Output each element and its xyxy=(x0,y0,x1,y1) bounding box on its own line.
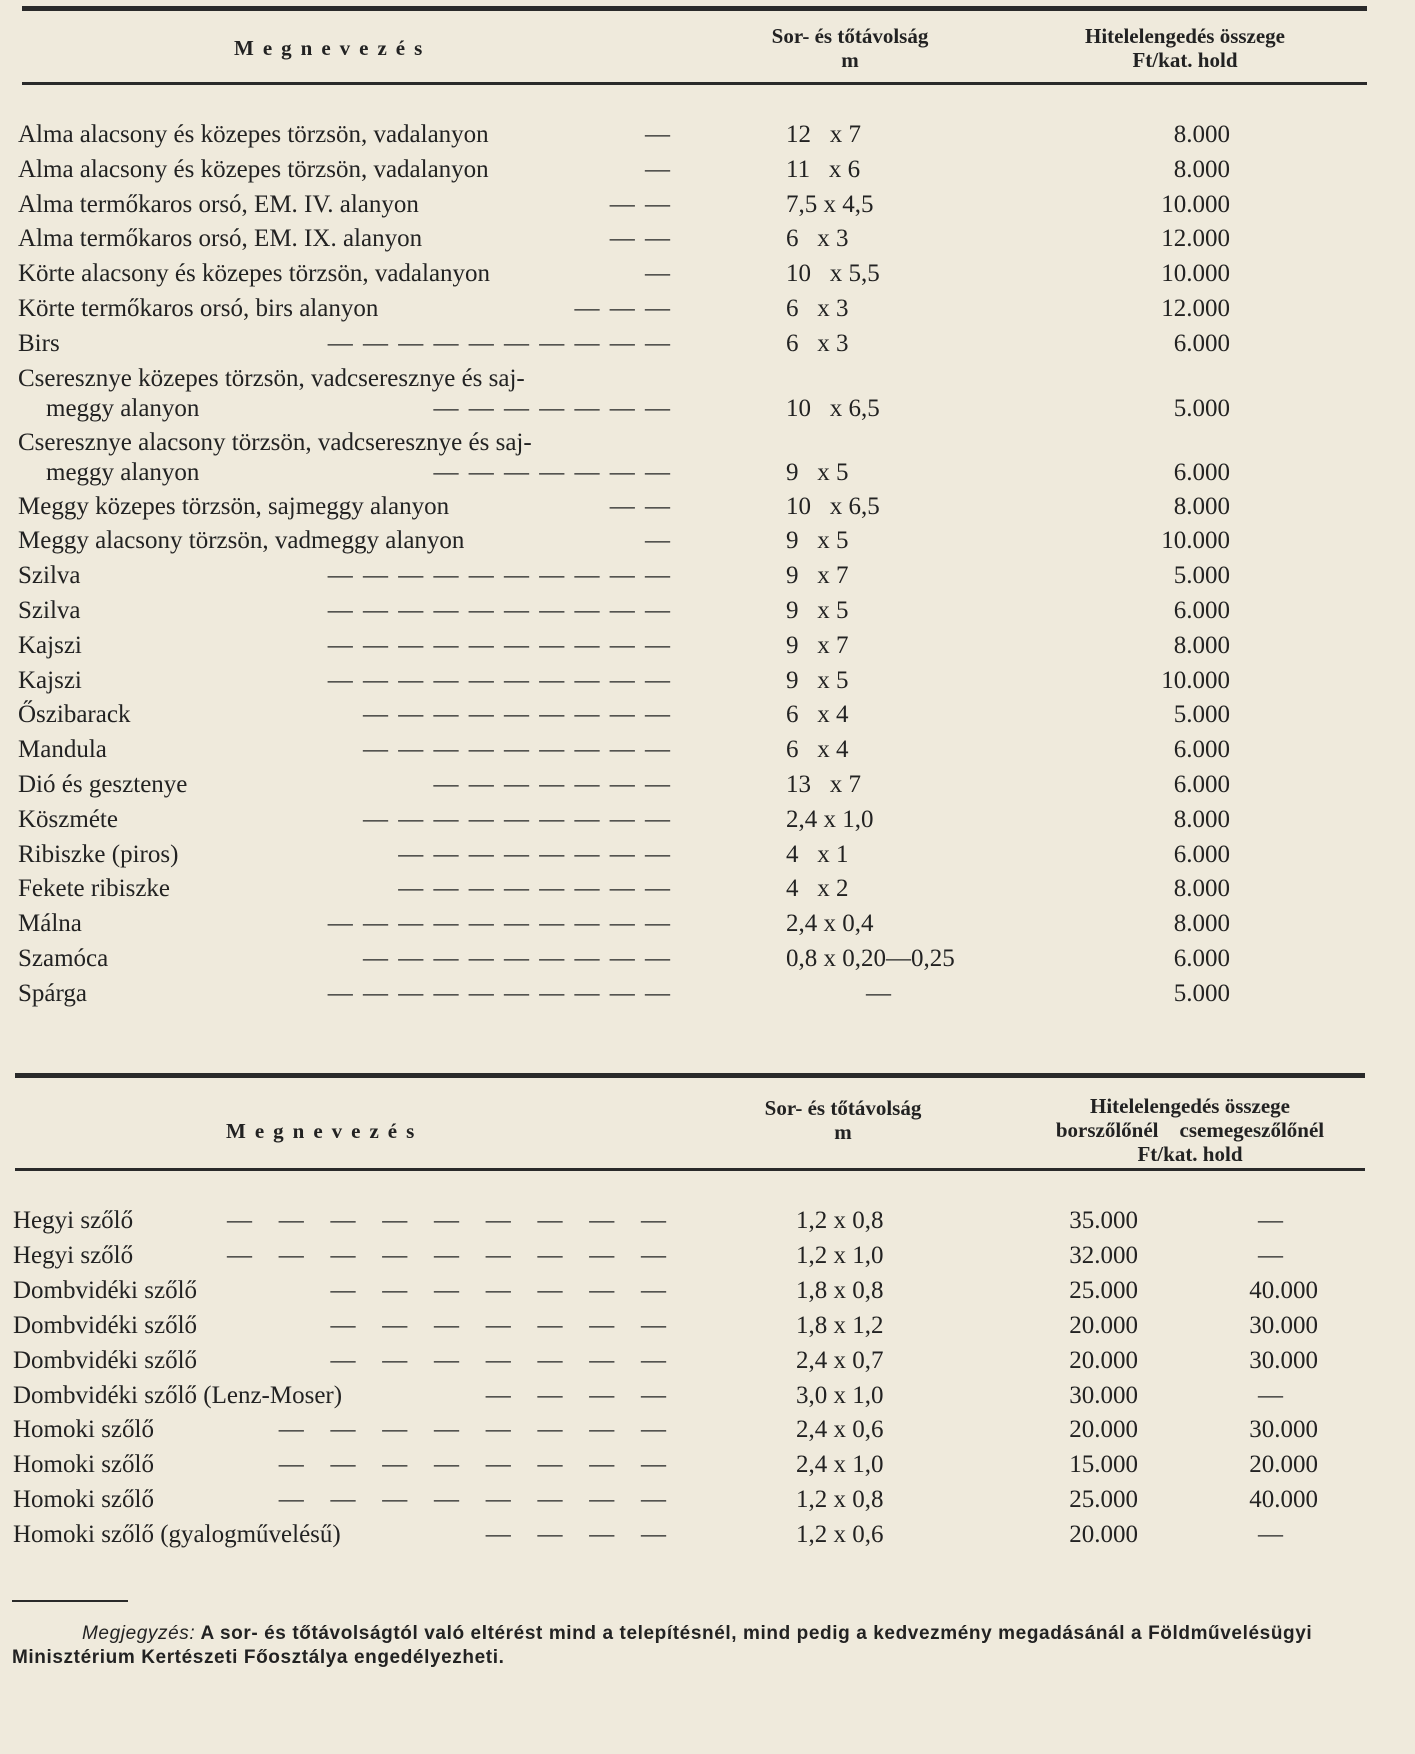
table1-row-name: Ribiszke (piros) xyxy=(18,840,179,868)
table2-row-distance: 1,2 x 0,8 xyxy=(796,1207,884,1234)
table1-row-distance: 9 x 5 xyxy=(786,458,849,486)
table1-row-name: Spárga xyxy=(18,979,87,1007)
table2-row-leader-dashes: — — — — — — — — xyxy=(278,1416,668,1444)
table2-row-leader-dashes: — — — — — — — — xyxy=(278,1486,668,1514)
table2-row-amount-csemege: 20.000 xyxy=(1249,1451,1318,1479)
table2-row-amount-bor: 15.000 xyxy=(1069,1451,1138,1479)
table1-row-distance: 9 x 7 xyxy=(786,631,849,659)
table1-row-leader-dashes: — — xyxy=(609,492,672,520)
table2-row-amount-csemege: — xyxy=(1258,1381,1283,1409)
table1-row-leader-dashes: — — — — — — — — — xyxy=(363,805,672,833)
table2-row xyxy=(0,1415,1415,1445)
table1-row-name-cont: meggy alanyon xyxy=(46,394,200,422)
table2-row-amount-bor: 32.000 xyxy=(1069,1241,1138,1269)
table1-row-distance: 2,4 x 1,0 xyxy=(786,805,874,833)
table1-row-leader-dashes: — — — — — — — — — — xyxy=(327,979,672,1007)
table1-row-amount: 8.000 xyxy=(1173,910,1230,938)
table2-row-name: Homoki szőlő (gyalogművelésű) xyxy=(13,1521,341,1549)
table2-top-rule xyxy=(15,1073,1365,1078)
table2-row-leader-dashes: — — — — — — — — — xyxy=(227,1207,668,1234)
table1-row-amount: 8.000 xyxy=(1173,875,1230,903)
table1-row xyxy=(0,426,1415,490)
table1-row-name: Szamóca xyxy=(18,945,109,972)
table2-row-name: Dombvidéki szőlő (Lenz-Moser) xyxy=(13,1381,343,1409)
table1-row-amount: 8.000 xyxy=(1173,805,1230,833)
table2-row-distance: 1,8 x 1,2 xyxy=(796,1311,884,1339)
table1-row-leader-dashes: — — — — — — — — — — xyxy=(327,597,672,624)
table1-row-distance: 6 x 4 xyxy=(786,736,849,764)
table1-row-amount: 5.000 xyxy=(1173,701,1230,729)
table2-row-distance: 1,2 x 1,0 xyxy=(796,1241,884,1269)
table2-row-name: Homoki szőlő xyxy=(13,1451,154,1479)
table1-row xyxy=(0,594,1415,628)
table1-row-leader-dashes: — — — — — — — xyxy=(433,458,672,486)
footnote xyxy=(12,1622,1332,1670)
table1-row-leader-dashes: — — — — — — — — xyxy=(398,875,672,903)
table1-row xyxy=(0,803,1415,837)
table1-row-distance: 10 x 6,5 xyxy=(786,492,880,520)
table1-row xyxy=(0,118,1415,152)
table1-row xyxy=(0,524,1415,558)
table2-header-amount-sub xyxy=(1000,1118,1380,1142)
table1-row-amount: 12.000 xyxy=(1161,225,1230,253)
table2-row-leader-dashes: — — — — — — — xyxy=(330,1311,668,1339)
table1-row-amount: 6.000 xyxy=(1173,771,1230,798)
table1-row-distance: 6 x 3 xyxy=(786,329,849,357)
table1-row-name: Cseresznye alacsony törzsön, vadcseresznye és saj- xyxy=(18,428,532,456)
table1-row-leader-dashes: — — — — — — — — — — xyxy=(327,666,672,694)
table1-row xyxy=(0,698,1415,732)
table1-row-distance: 6 x 3 xyxy=(786,225,849,253)
table1-row-amount: 12.000 xyxy=(1161,295,1230,322)
table1-row-amount: 5.000 xyxy=(1173,979,1230,1007)
table1-row-distance: 6 x 4 xyxy=(786,701,849,729)
table1-row-name: Málna xyxy=(18,910,82,938)
table2-row xyxy=(0,1276,1415,1306)
table2-header-distance-line2: m xyxy=(834,1120,852,1144)
table1-row-leader-dashes: — — — — — — — — xyxy=(398,840,672,868)
table1-header-distance-line1: Sor- és tőtávolság xyxy=(771,24,929,48)
table1-row-distance: 2,4 x 0,4 xyxy=(786,910,874,938)
table1-row xyxy=(0,222,1415,256)
table1-row-amount: 8.000 xyxy=(1173,631,1230,659)
table2-row-distance: 1,2 x 0,8 xyxy=(796,1486,884,1514)
table1-row xyxy=(0,872,1415,906)
table2-row-amount-bor: 25.000 xyxy=(1069,1276,1138,1304)
table1-row-amount: 10.000 xyxy=(1161,666,1230,694)
table1-row-name: Birs xyxy=(18,329,60,357)
table1-row-name: Kajszi xyxy=(18,631,82,659)
table2-row-distance: 2,4 x 0,7 xyxy=(796,1346,884,1374)
table2-row-name: Hegyi szőlő xyxy=(13,1241,134,1269)
table1-row-name: Körte alacsony és közepes törzsön, vadalanyon xyxy=(18,260,491,288)
table2-row-name: Homoki szőlő xyxy=(13,1416,154,1444)
table1-row-name: Alma termőkaros orsó, EM. IV. alanyon xyxy=(18,190,419,218)
table1-row-leader-dashes: — — — — — — — — — — xyxy=(327,631,672,659)
table1-row-amount: 8.000 xyxy=(1173,155,1230,183)
table1-row xyxy=(0,490,1415,524)
table2-header-amount xyxy=(1000,1094,1380,1166)
table2-row xyxy=(0,1520,1415,1550)
table2-row-amount-csemege: 30.000 xyxy=(1249,1416,1318,1444)
table1-row-amount: 6.000 xyxy=(1173,840,1230,868)
table1-row-distance: 10 x 6,5 xyxy=(786,394,880,422)
table1-row xyxy=(0,362,1415,426)
footnote-rule xyxy=(12,1600,128,1602)
table1-row-leader-dashes: — — — — — — — — — — xyxy=(327,562,672,590)
table1-top-rule xyxy=(22,6,1367,11)
table1-row-distance: 10 x 5,5 xyxy=(786,260,880,288)
table1-header-rule xyxy=(22,82,1367,85)
table1-row-distance: 9 x 7 xyxy=(786,562,849,590)
table2-row-amount-csemege: 30.000 xyxy=(1249,1311,1318,1339)
table1-header-name: Megnevezés xyxy=(234,36,432,60)
table2-row-leader-dashes: — — — — — — — xyxy=(330,1346,668,1374)
table2-row xyxy=(0,1311,1415,1341)
table1-row-name: Szilva xyxy=(18,597,81,624)
table1-row-distance: 11 x 6 xyxy=(786,155,861,183)
table1-row xyxy=(0,292,1415,326)
table2-header-amount-sub2: csemegeszőlőnél xyxy=(1179,1118,1325,1142)
table1-row-leader-dashes: — — — — — — — xyxy=(433,771,672,798)
table1-row xyxy=(0,942,1415,976)
table2-row-amount-csemege: — xyxy=(1258,1521,1283,1549)
table2-row-distance: 2,4 x 1,0 xyxy=(796,1451,884,1479)
table2-row-amount-bor: 25.000 xyxy=(1069,1486,1138,1514)
table1-row xyxy=(0,768,1415,802)
table1-header-amount-line2: Ft/kat. hold xyxy=(1132,48,1238,72)
table2-header-amount-line3: Ft/kat. hold xyxy=(1137,1142,1243,1166)
table2-row-name: Homoki szőlő xyxy=(13,1486,154,1514)
table1-row-amount: 6.000 xyxy=(1173,945,1230,972)
table1-row-leader-dashes: — — — — — — — xyxy=(433,394,672,422)
table1-row-leader-dashes: — — — — — — — — — — xyxy=(327,329,672,357)
table2-header-distance xyxy=(708,1096,978,1144)
table2-row-distance: 1,2 x 0,6 xyxy=(796,1521,884,1549)
table1-row-name: Alma termőkaros orsó, EM. IX. alanyon xyxy=(18,225,423,253)
table1-row-leader-dashes: — — — — — — — — — xyxy=(363,701,672,729)
table2-row xyxy=(0,1346,1415,1376)
table1-row-leader-dashes: — xyxy=(645,527,672,555)
table1-row xyxy=(0,907,1415,941)
table1-row-distance: 6 x 3 xyxy=(786,295,849,322)
table1-row xyxy=(0,664,1415,698)
table2-row-amount-bor: 35.000 xyxy=(1069,1207,1138,1234)
table2-row-amount-bor: 20.000 xyxy=(1069,1346,1138,1374)
table1-row xyxy=(0,629,1415,663)
table1-row-amount: 5.000 xyxy=(1173,394,1230,422)
table1-row-amount: 10.000 xyxy=(1161,260,1230,288)
table1-row-amount: 10.000 xyxy=(1161,527,1230,555)
table1-row-name: Fekete ribiszke xyxy=(18,875,171,903)
table1-row xyxy=(0,188,1415,222)
table1-row-name: Mandula xyxy=(18,736,107,764)
table1-row-distance: 4 x 1 xyxy=(786,840,849,868)
table2-row-leader-dashes: — — — — — — — — — xyxy=(227,1241,668,1269)
table1-row xyxy=(0,838,1415,872)
table2-row-distance: 1,8 x 0,8 xyxy=(796,1276,884,1304)
table2-row-name: Dombvidéki szőlő xyxy=(13,1311,198,1339)
table2-row xyxy=(0,1241,1415,1271)
table2-row-leader-dashes: — — — — xyxy=(485,1521,668,1549)
table2-row-leader-dashes: — — — — — — — xyxy=(330,1276,668,1304)
table1-row-distance: — xyxy=(866,979,891,1007)
table1-row-amount: 5.000 xyxy=(1173,562,1230,590)
table2-row-name: Dombvidéki szőlő xyxy=(13,1346,198,1374)
table2-row xyxy=(0,1381,1415,1411)
table1-row-amount: 6.000 xyxy=(1173,736,1230,764)
footnote-text: A sor- és tőtávolságtól való eltérést mind a telepítésnél, mind pedig a kedvezmény megadásánál a Földművelésügyi Minisztérium Kertészeti Főosztálya engedélyezheti. xyxy=(12,1623,1313,1668)
table1-row-leader-dashes: — — — — — — — — — xyxy=(363,945,672,972)
table2-header-distance-line1: Sor- és tőtávolság xyxy=(764,1096,922,1120)
table1-row-leader-dashes: — — xyxy=(609,190,672,218)
table2-row-amount-bor: 20.000 xyxy=(1069,1521,1138,1549)
table1-row xyxy=(0,257,1415,291)
table1-row-amount: 6.000 xyxy=(1173,597,1230,624)
table1-row-distance: 4 x 2 xyxy=(786,875,849,903)
table1-row xyxy=(0,153,1415,187)
table1-header-distance-line2: m xyxy=(841,48,859,72)
table1-row-name: Alma alacsony és közepes törzsön, vadalanyon xyxy=(18,155,489,183)
table1-row-distance: 0,8 x 0,20—0,25 xyxy=(786,945,955,972)
table1-row-amount: 8.000 xyxy=(1173,492,1230,520)
table1-row-distance: 9 x 5 xyxy=(786,527,849,555)
table1-row-amount: 8.000 xyxy=(1173,121,1230,148)
table2-row-amount-csemege: — xyxy=(1258,1207,1283,1234)
table2-row-distance: 2,4 x 0,6 xyxy=(796,1416,884,1444)
table2-row-amount-csemege: 30.000 xyxy=(1249,1346,1318,1374)
table1-row-name: Körte termőkaros orsó, birs alanyon xyxy=(18,295,379,322)
table2-row-leader-dashes: — — — — — — — — xyxy=(278,1451,668,1479)
table2-row-amount-bor: 30.000 xyxy=(1069,1381,1138,1409)
table1-row-name: Kajszi xyxy=(18,666,82,694)
table2-row xyxy=(0,1206,1415,1236)
table2-header-amount-sub1: borszőlőnél xyxy=(1055,1118,1159,1142)
table1-row-leader-dashes: — — — xyxy=(574,295,672,322)
table2-row-leader-dashes: — — — — xyxy=(485,1381,668,1409)
table1-row-distance: 9 x 5 xyxy=(786,666,849,694)
table1-row-distance: 7,5 x 4,5 xyxy=(786,190,874,218)
table1-row-name: Köszméte xyxy=(18,805,118,833)
table2-header-amount-line1: Hitelelengedés összege xyxy=(1089,1094,1291,1118)
table1-row-distance: 9 x 5 xyxy=(786,597,849,624)
table1-row-amount: 10.000 xyxy=(1161,190,1230,218)
table2-row-distance: 3,0 x 1,0 xyxy=(796,1381,884,1409)
table1-header-distance xyxy=(720,24,980,72)
table1-row-amount: 6.000 xyxy=(1173,329,1230,357)
table1-row xyxy=(0,977,1415,1011)
table1-row-name: Meggy közepes törzsön, sajmeggy alanyon xyxy=(18,492,450,520)
table1-row-leader-dashes: — — — — — — — — — — xyxy=(327,910,672,938)
table2-header-rule xyxy=(15,1168,1365,1171)
table1-row-distance: 13 x 7 xyxy=(786,771,861,798)
table2-row-name: Dombvidéki szőlő xyxy=(13,1276,198,1304)
table2-row-amount-bor: 20.000 xyxy=(1069,1311,1138,1339)
table1-row xyxy=(0,559,1415,593)
table1-row-name: Cseresznye közepes törzsön, vadcseresznye és saj- xyxy=(18,364,525,392)
table2-row-amount-csemege: 40.000 xyxy=(1249,1276,1318,1304)
table1-row-leader-dashes: — — xyxy=(609,225,672,253)
table1-row-amount: 6.000 xyxy=(1173,458,1230,486)
table2-header-name: Megnevezés xyxy=(226,1119,424,1143)
table1-row-distance: 12 x 7 xyxy=(786,121,861,148)
table1-row-name-cont: meggy alanyon xyxy=(46,458,200,486)
table1-row-leader-dashes: — xyxy=(645,260,672,288)
table1-header-amount-line1: Hitelelengedés összege xyxy=(1084,24,1286,48)
table1-row-name: Meggy alacsony törzsön, vadmeggy alanyon xyxy=(18,527,465,555)
table2-row-amount-bor: 20.000 xyxy=(1069,1416,1138,1444)
table1-row-name: Dió és gesztenye xyxy=(18,771,188,798)
table1-row xyxy=(0,733,1415,767)
table1-header-amount xyxy=(1040,24,1330,72)
table1-row-leader-dashes: — xyxy=(645,155,672,183)
table1-row xyxy=(0,327,1415,361)
table1-row-name: Szilva xyxy=(18,562,81,590)
footnote-label: Megjegyzés: xyxy=(82,1623,196,1644)
table2-row-amount-csemege: 40.000 xyxy=(1249,1486,1318,1514)
table2-row xyxy=(0,1485,1415,1515)
table2-row-amount-csemege: — xyxy=(1258,1241,1283,1269)
table2-row-name: Hegyi szőlő xyxy=(13,1207,134,1234)
table1-row-leader-dashes: — — — — — — — — — xyxy=(363,736,672,764)
table1-row-name: Alma alacsony és közepes törzsön, vadalanyon xyxy=(18,121,489,148)
table1-row-name: Őszibarack xyxy=(18,701,131,729)
table1-row-leader-dashes: — xyxy=(645,121,672,148)
table2-row xyxy=(0,1450,1415,1480)
